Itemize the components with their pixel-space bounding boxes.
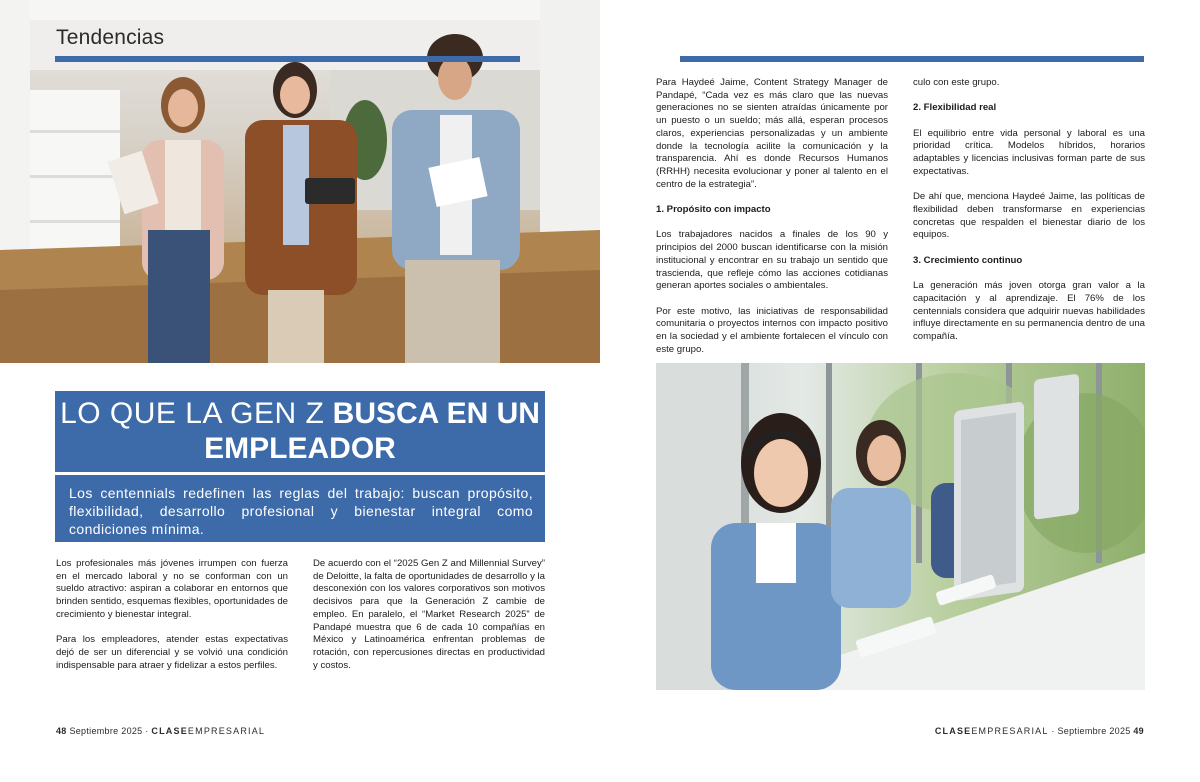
paragraph: La generación más joven otorga gran valor a la capacitación y al aprendizaje. El 76% de los centennials considera que adquirir nuevas habilidades influye directamente en su permanencia dentro de una compañía.	[913, 280, 1145, 342]
subheading: 3. Crecimiento continuo	[913, 254, 1023, 266]
paragraph: De acuerdo con el “2025 Gen Z and Millennial Survey” de Deloitte, la falta de oportunidades de desarrollo y la desconexión con los valores corporativos son motivos decisivos para que la Generación Z cambie de empleo. En paralelo, el “Market Research 2025” de Pandapé muestra que 6 de cada 10 compañías en México y Latinoamérica enfrentan problemas de rotación, con repercusiones directas en productividad y costos.	[313, 558, 545, 671]
subheading: 1. Propósito con impacto	[656, 204, 771, 216]
footer-date: Septiembre 2025 ·	[69, 726, 149, 736]
brand-light: EMPRESARIAL	[971, 726, 1049, 736]
photo-call-center	[656, 363, 1145, 690]
brand-bold: CLASE	[151, 726, 188, 736]
headline	[55, 391, 545, 472]
paragraph: El equilibrio entre vida personal y laboral es una prioridad crítica. Modelos híbridos, horarios adaptables y licencias inclusivas forman parte de sus expectativas.	[913, 127, 1145, 177]
text-column-left-2	[313, 558, 545, 685]
text-column-left-1	[56, 558, 288, 685]
page-number: 48	[56, 726, 67, 736]
brand-light: EMPRESARIAL	[187, 726, 266, 736]
footer-right	[935, 726, 1144, 736]
paragraph: Los trabajadores nacidos a finales de los 90 y principios del 2000 buscan identificarse con la misión institucional y encontrar en su trabajo un sentido que trascienda, que refleje cómo las acciones cotidianas generan aportes sociales o ambientales.	[656, 229, 888, 292]
footer-left	[56, 726, 265, 736]
accent-bar-left	[55, 56, 520, 62]
paragraph: Por este motivo, las iniciativas de responsabilidad comunitaria o proyectos internos con impacto positivo en la sociedad y el ambiente fortalecen el vínculo con este grupo.	[656, 305, 888, 355]
text-column-right-1	[656, 77, 888, 369]
paragraph: culo con este grupo.	[913, 77, 1000, 88]
subhead: Los centennials redefinen las reglas del trabajo: buscan propósito, flexibilidad, desarrollo profesional y bienestar integral como condiciones mínima.	[55, 475, 545, 542]
paragraph: Para Haydeé Jaime, Content Strategy Manager de Pandapé, “Cada vez es más claro que las nuevas generaciones no se sienten atraídas únicamente por un puesto o un sueldo; más allá, esperan procesos claros, experiencias personalizadas y un ambiente donde la tecnología acilite la comunicación y la transparencia. Ahí es donde Recursos Humanos (RRHH) necesita evolucionar y poner al talento en el centro de la estrategia”.	[656, 77, 888, 190]
accent-bar-right	[680, 56, 1144, 62]
headline-part1: LO QUE LA GEN Z	[60, 397, 325, 430]
team-photo-illustration	[0, 0, 600, 363]
text-column-right-2	[913, 77, 1145, 356]
footer-date: · Septiembre 2025	[1051, 726, 1131, 736]
headline-part2: BUSCA EN UN EMPLEADOR	[204, 397, 540, 465]
photo-team-walking	[0, 0, 600, 363]
callcenter-photo-illustration	[656, 363, 1145, 690]
paragraph: De ahí que, menciona Haydeé Jaime, las políticas de flexibilidad deben transformarse en experiencias concretas que respalden el bienestar diario de los equipos.	[913, 191, 1145, 241]
paragraph: Para los empleadores, atender estas expectativas dejó de ser un diferencial y se volvió una condición indispensable para atraer y fidelizar a estos perfiles.	[56, 634, 288, 671]
paragraph: Los profesionales más jóvenes irrumpen con fuerza en el mercado laboral y no se conforman con un sueldo atractivo: aspiran a colaborar en entornos que brinden sentido, esquemas flexibles, oportunidades de crecimiento y bienestar integral.	[56, 558, 289, 620]
subheading: 2. Flexibilidad real	[913, 102, 997, 114]
brand-bold: CLASE	[934, 726, 972, 736]
page-number: 49	[1133, 726, 1144, 736]
section-label: Tendencias	[56, 26, 165, 49]
